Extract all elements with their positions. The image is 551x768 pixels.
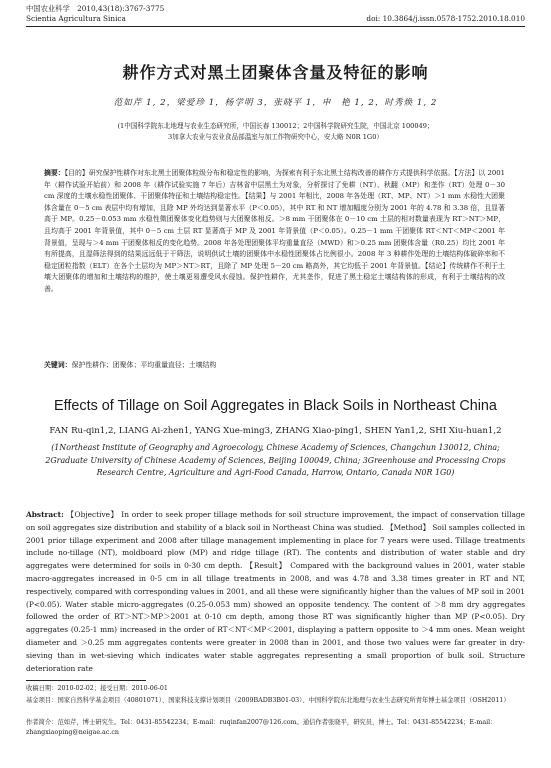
keywords-cn-text: 保护性耕作；团聚体；平均重量直径；土壤结构 — [71, 361, 217, 369]
affiliations-en: (1Northeast Institute of Geography and Agroecology, Chinese Academy of Sciences, Changchun 130012, China; 2Graduate University of Chinese Academy of Sciences, Beijing 100049, China; 3Greenhouse and Processing Crops Research Centre, Agriculture and Agri-Food Canada, Harrow, Ontario, Canada N0R 1G0) — [45, 443, 506, 478]
abstract-en-text: 【Objective】 In order to seek proper tillage methods for soil structure improvement, the impact of conservation tillage on soil aggregates size distribution and stability of a black soil in Northeast China was studied. 【Method】 Soil samples collected in 2001 prior tillage experiment and 2008 after tillage management implementing in place for 7 years were used. Tillage treatments include no-tillage (NT), moldboard plow (MP) and ridge tillage (RT). The contents and distribution of water stable and dry aggregates were determined for soils in 0-30 cm depth. 【Result】 Compared with the background values in 2001, water stable macro-aggregates increased in 0-5 cm in all tillage treatments in 2008, and was 4.78 and 3.38 times greater in RT and NT, respectively, compared with corresponding values in 2001, and all these were significantly higher than the values of MP soil in 2001 (P<0.05). Water stable micro-aggregates (0.25-0.053 mm) showed an opposite tendency. The content of ＞8 mm dry aggregates followed the order of RT＞NT＞MP＞2001 at 0-10 cm depth, among those RT was significantly higher than MP (P<0.05). Dry aggregates (0.25-1 mm) increased in the order of RT＜NT＜MP＜2001, displaying a pattern opposite to ＞4 mm ones. Mean weight diameter and ＞0.25 mm aggregates contents were greater in 2008 than in 2001, and those two values were far greater in dry-sieving than in wet-sieving which indicates water stable aggregates representing a small proportion of bulk soil. Structure deterioration rate — [26, 510, 526, 673]
journal-header-en: Scientia Agricultura Sinica — [26, 14, 126, 23]
abstract-cn — [44, 168, 505, 296]
authors-cn: 范如芹 1, 2，梁爱珍 1，杨学明 3，张晓平 1，申 艳 1, 2，时秀焕 1, 2 — [113, 98, 438, 108]
footnote-divider — [26, 680, 146, 681]
affiliations-cn — [40, 121, 511, 143]
journal-header-cn: 中国农业科学 2010,43(18):3767-3775 — [26, 4, 165, 13]
received-dates: 收稿日期：2010-02-02；接受日期：2010-06-01 — [26, 685, 168, 692]
abstract-en-label: Abstract: — [26, 510, 64, 519]
keywords-cn-label: 关键词： — [44, 361, 72, 369]
abstract-cn-label: 摘要： — [44, 169, 65, 177]
header-divider — [26, 26, 525, 27]
doi: doi: 10.3864/j.issn.0578-1752.2010.18.010 — [366, 14, 525, 23]
abstract-cn-text: 【目的】研究保护性耕作对东北黑土团聚体粒级分布和稳定性的影响，为探索有利于东北黑土结构改善的耕作方式提供科学依据。【方法】以 2001 年（耕作试验开始前）和 2008 年（耕作试验实施 7 年后）吉林省中层黑土为对象，分析探讨了免耕（NT）、秋翻（MP）和垄作（RT）处理 0－30 cm 深度的土壤水稳性团聚体、干团聚体特征和土壤结构稳定性。【结果】与 2001 年相比，2008 年各处理（RT、MP、NT）＞1 mm 水稳性大团聚体含量在 0－5 cm 表层中均有增加，且除 MP 外均达到显著水平（P＜0.05），其中 RT 和 NT 增加幅度分别为 2001 年的 4.78 和 3.38 倍，且显著高于 MP。0.25－0.053 mm 水稳性微团聚体变化趋势则与大团聚体相反。＞8 mm 干团聚体在 0－10 cm 土层的相对数量表现为 RT＞NT＞MP，且均高于 2001 年背景值，其中 0－5 cm 土层 RT 显著高于 MP 及 2001 年背景值（P＜0.05）。0.25－1 mm 干团聚体 RT＜NT＜MP＜2001 年背景值，呈现与＞4 mm 干团聚体相反的变化趋势。2008 年各处理团聚体平均重量直径（MWD）和＞0.25 mm 团聚体含量（R0.25）均比 2001 年有所提高，且湿筛法得到的结果远远低于干筛法，说明供试土壤的团聚体中水稳性团聚体占比例很小。2008 年 3 种耕作处理的土壤结构体破碎率和不稳定团粒指数（ELT）在各个土层均为 MP＞NT＞RT，且除了 MP 处理 5－20 cm 略高外，其它均低于 2001 年背景值。【结论】传统耕作不利于土壤大团聚体的增加和土壤结构的维护，使土壤更易遭受风水侵蚀。保护性耕作，尤其垄作，促进了黑土稳定土壤结构体的形成，有利于土壤结构的改善。 — [44, 169, 505, 293]
author-contact: 作者简介：范如芹，博士研究生。Tel：0431-85542234；E-mail：ruqinfan2007@126.com。通信作者张晓平，研究员，博士。Tel：0431-85542234；E-mail：zhangxiaoping@neigae.ac.cn — [26, 719, 497, 736]
affiliation-cn-line-1: (1中国科学院东北地理与农业生态研究所，中国长春 130012；2中国科学院研究生院，中国北京 100049； — [117, 122, 434, 130]
affiliation-cn-line-2: 3加拿大农业与农业食品部温室与加工作物研究中心，安大略 N0R 1G0） — [167, 133, 383, 141]
authors-en: FAN Ru-qin1,2, LIANG Ai-zhen1, YANG Xue-ming3, ZHANG Xiao-ping1, SHEN Yan1,2, SHI Xiu-huan1,2 — [49, 426, 502, 436]
paper-title-en: Effects of Tillage on Soil Aggregates in Black Soils in Northeast China — [54, 398, 497, 414]
abstract-en — [26, 509, 525, 675]
funding-note: 基金项目：国家自然科学基金项目（40801071）、国家科技支撑计划项目（2009BADB3B01-03）、中国科学院东北地理与农业生态研究所青年博士基金项目（OSH2011） — [26, 697, 510, 704]
keywords-cn — [44, 359, 505, 369]
paper-title-cn: 耕作方式对黑土团聚体含量及特征的影响 — [122, 63, 429, 82]
